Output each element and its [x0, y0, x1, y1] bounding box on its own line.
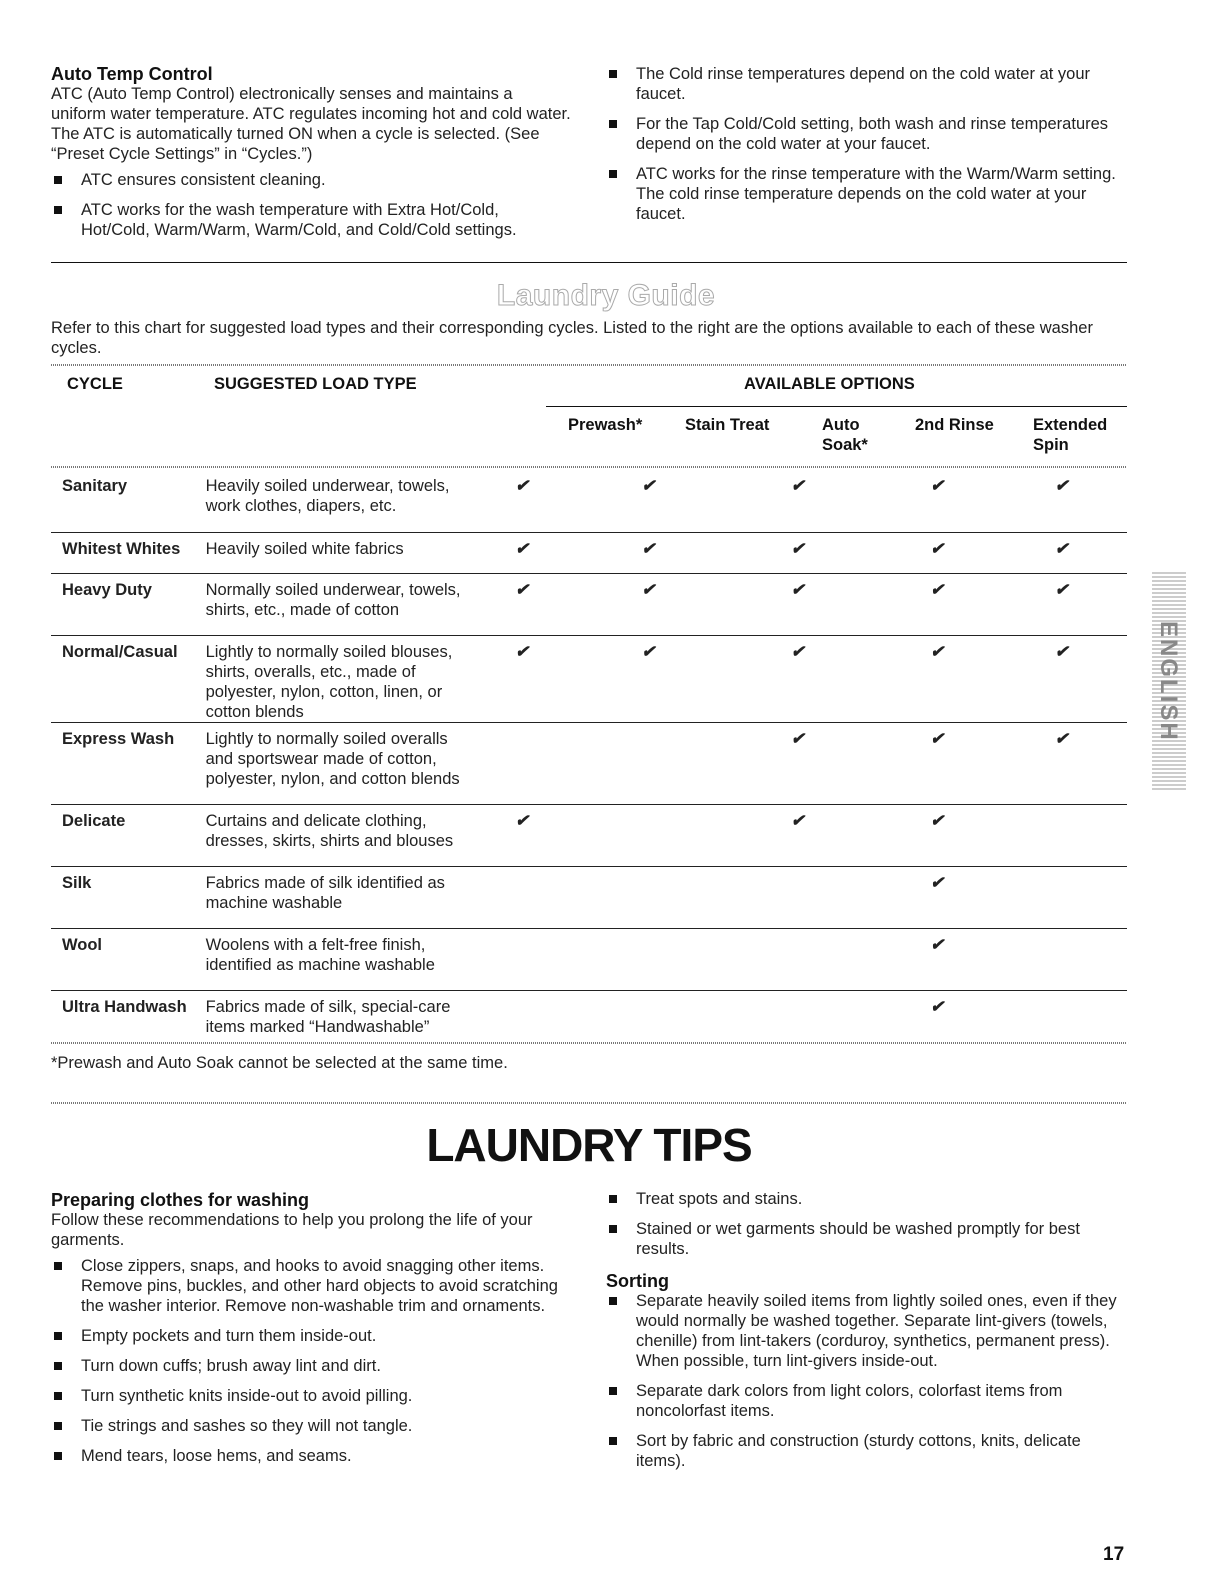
rinse-check-icon: ✔: [930, 580, 944, 599]
load-type: Woolens with a felt-free finish, identified as machine washable: [205, 935, 435, 974]
rinse-check-icon: ✔: [930, 729, 944, 748]
prewash-check-icon: ✔: [515, 539, 529, 558]
load-type: Fabrics made of silk, special-care items marked “Handwashable”: [205, 997, 451, 1036]
soak-check-icon: [714, 928, 863, 990]
prewash-check-icon: [465, 722, 587, 804]
tips-top-rule: [51, 1102, 1127, 1104]
load-type: Heavily soiled underwear, towels, work clothes, diapers, etc.: [205, 477, 450, 515]
list-item: Close zippers, snaps, and hooks to avoid snagging other items. Remove pins, buckles, and other hard objects to avoid scratching the washer interior. Remove non-washable trim and ornaments.: [51, 1256, 571, 1316]
header-cycle: CYCLE: [67, 375, 123, 393]
bullet-square-icon: [54, 1452, 62, 1460]
bullet-square-icon: [54, 1262, 62, 1270]
list-item: ATC ensures consistent cleaning.: [51, 170, 571, 190]
soak-check-icon: ✔: [790, 539, 805, 558]
load-type: Lightly to normally soiled overalls and sportswear made of cotton, polyester, nylon, and cotton blends: [205, 729, 460, 788]
list-item: Separate dark colors from light colors, colorfast items from noncolorfast items.: [606, 1381, 1126, 1421]
list-item: Turn synthetic knits inside-out to avoid pilling.: [51, 1386, 571, 1406]
list-item: Stained or wet garments should be washed promptly for best results.: [606, 1219, 1126, 1259]
bullet-square-icon: [609, 70, 617, 78]
atc-section: [51, 64, 571, 250]
atc-right-bullets: [606, 64, 1126, 224]
spin-check-icon: [1003, 866, 1127, 928]
list-item: Separate heavily soiled items from lightly soiled ones, even if they would normally be washed together. Separate lint-givers (towels, chenille) from lint-takers (corduroy, synthetics, permanent press). When possible, turn lint-givers inside-out.: [606, 1291, 1126, 1371]
bullet-square-icon: [609, 1297, 617, 1305]
bullet-square-icon: [609, 1387, 617, 1395]
stain-check-icon: ✔: [641, 580, 656, 599]
prewash-check-icon: ✔: [515, 477, 529, 495]
bullet-square-icon: [609, 1437, 617, 1445]
laundry-guide-table: [51, 470, 1127, 1052]
sorting-heading: Sorting: [606, 1271, 669, 1291]
soak-check-icon: ✔: [790, 811, 805, 830]
prewash-check-icon: [465, 928, 587, 990]
header-auto-soak: Auto Soak*: [822, 416, 868, 454]
rinse-check-icon: ✔: [930, 811, 944, 830]
list-item: ATC works for the rinse temperature with the Warm/Warm setting. The cold rinse temperature depends on the cold water at your faucet.: [606, 164, 1126, 224]
cycle-name: Ultra Handwash: [62, 997, 187, 1016]
cycle-name: Normal/Casual: [62, 642, 178, 661]
spin-check-icon: ✔: [1054, 580, 1069, 599]
table-top-rule: [51, 364, 1127, 366]
soak-check-icon: ✔: [790, 642, 805, 661]
list-item: Tie strings and sashes so they will not tangle.: [51, 1416, 571, 1436]
cycle-name: Sanitary: [62, 477, 128, 495]
prep-heading: Preparing clothes for washing: [51, 1190, 310, 1210]
header-extended-spin: Extended Spin: [1033, 416, 1108, 454]
cycle-name: Whitest Whites: [62, 539, 181, 558]
bullet-square-icon: [54, 176, 62, 184]
table-bottom-rule: [51, 1042, 1127, 1044]
page-number: 17: [1103, 1544, 1125, 1565]
guide-footnote: *Prewash and Auto Soak cannot be selected at the same time.: [51, 1054, 508, 1072]
soak-check-icon: ✔: [790, 729, 805, 748]
rinse-check-icon: ✔: [930, 539, 944, 558]
bullet-square-icon: [609, 1195, 617, 1203]
cycle-name: Wool: [62, 935, 103, 954]
load-type: Heavily soiled white fabrics: [205, 539, 404, 558]
list-item: ATC works for the wash temperature with Extra Hot/Cold, Hot/Cold, Warm/Warm, Warm/Cold, and Cold/Cold settings.: [51, 200, 571, 240]
list-item: Empty pockets and turn them inside-out.: [51, 1326, 571, 1346]
bullet-square-icon: [54, 1332, 62, 1340]
header-available-options: AVAILABLE OPTIONS: [744, 375, 915, 393]
soak-check-icon: ✔: [790, 580, 805, 599]
prewash-check-icon: ✔: [515, 642, 529, 661]
load-type: Curtains and delicate clothing, dresses, skirts, shirts and blouses: [205, 811, 454, 850]
bullet-square-icon: [609, 120, 617, 128]
prep-intro: Follow these recommendations to help you prolong the life of your garments.: [51, 1211, 533, 1249]
bullet-square-icon: [54, 1422, 62, 1430]
spin-check-icon: [1003, 928, 1127, 990]
bullet-square-icon: [54, 1392, 62, 1400]
header-prewash: Prewash*: [568, 416, 643, 434]
stain-check-icon: [587, 722, 713, 804]
list-item: Treat spots and stains.: [606, 1189, 1126, 1209]
spin-check-icon: ✔: [1054, 642, 1069, 661]
list-item: Turn down cuffs; brush away lint and dirt.: [51, 1356, 571, 1376]
stain-check-icon: [587, 928, 713, 990]
list-item: The Cold rinse temperatures depend on the cold water at your faucet.: [606, 64, 1126, 104]
guide-intro: Refer to this chart for suggested load types and their corresponding cycles. Listed to the right are the options available to each of these washer cycles.: [51, 319, 1093, 357]
header-bottom-rule: [51, 466, 1127, 468]
table-row: [51, 804, 1127, 866]
soak-check-icon: ✔: [790, 477, 805, 495]
cycle-name: Delicate: [62, 811, 126, 830]
atc-heading: Auto Temp Control: [51, 64, 213, 84]
tips-right-column: [606, 1189, 1126, 1481]
table-row: [51, 928, 1127, 990]
prewash-check-icon: ✔: [515, 811, 529, 830]
bullet-square-icon: [609, 170, 617, 178]
table-row: [51, 573, 1127, 635]
stain-check-icon: ✔: [641, 539, 656, 558]
prewash-check-icon: ✔: [515, 580, 529, 599]
options-header-rule: [546, 406, 1127, 407]
header-stain-treat: Stain Treat: [685, 416, 770, 434]
rinse-check-icon: ✔: [930, 873, 944, 892]
bullet-square-icon: [609, 1225, 617, 1233]
stain-check-icon: [587, 804, 713, 866]
bullet-square-icon: [54, 1362, 62, 1370]
side-tab-label: ENGLISH: [1155, 620, 1182, 742]
list-item: Mend tears, loose hems, and seams.: [51, 1446, 571, 1466]
rinse-check-icon: ✔: [930, 642, 944, 661]
rinse-check-icon: ✔: [930, 997, 944, 1016]
prewash-check-icon: [465, 866, 587, 928]
language-side-tab: [1152, 572, 1186, 790]
stain-check-icon: [587, 866, 713, 928]
bullet-square-icon: [54, 206, 62, 214]
spin-check-icon: ✔: [1054, 477, 1069, 495]
section-divider: [51, 262, 1127, 263]
table-row: [51, 470, 1127, 532]
atc-right-column: [606, 64, 1126, 234]
spin-check-icon: [1003, 804, 1127, 866]
load-type: Lightly to normally soiled blouses, shirts, overalls, etc., made of polyester, nylon, cotton, linen, or cotton blends: [205, 642, 453, 721]
soak-check-icon: [714, 866, 863, 928]
stain-check-icon: ✔: [641, 642, 656, 661]
prep-bullets: [51, 1256, 571, 1466]
atc-intro: ATC (Auto Temp Control) electronically senses and maintains a uniform water temperature. ATC regulates incoming hot and cold water. The ATC is automatically turned ON when a cycle is selected. (See “Preset Cycle Settings” in “Cycles.”): [51, 85, 571, 163]
table-row: [51, 635, 1127, 722]
header-load-type: SUGGESTED LOAD TYPE: [214, 375, 417, 393]
table-row: [51, 866, 1127, 928]
atc-left-bullets: [51, 170, 571, 240]
cycle-name: Heavy Duty: [62, 580, 152, 599]
rinse-check-icon: ✔: [930, 477, 944, 495]
prep-section: [51, 1190, 571, 1476]
cycle-name: Silk: [62, 873, 92, 892]
spin-check-icon: ✔: [1054, 539, 1069, 558]
stain-check-icon: ✔: [641, 477, 656, 495]
load-type: Normally soiled underwear, towels, shirts, etc., made of cotton: [205, 580, 461, 619]
stain-bullets: [606, 1189, 1126, 1259]
rinse-check-icon: ✔: [930, 935, 944, 954]
header-2nd-rinse: 2nd Rinse: [915, 416, 994, 434]
list-item: For the Tap Cold/Cold setting, both wash and rinse temperatures depend on the cold water at your faucet.: [606, 114, 1126, 154]
load-type: Fabrics made of silk identified as machine washable: [205, 873, 445, 912]
table-row: [51, 532, 1127, 573]
spin-check-icon: ✔: [1054, 729, 1069, 748]
cycle-name: Express Wash: [62, 729, 175, 748]
laundry-guide-title: Laundry Guide: [496, 279, 716, 312]
list-item: Sort by fabric and construction (sturdy cottons, knits, delicate items).: [606, 1431, 1126, 1471]
table-row: [51, 722, 1127, 804]
laundry-tips-title: LAUNDRY TIPS: [426, 1119, 752, 1171]
sorting-bullets: [606, 1291, 1126, 1471]
